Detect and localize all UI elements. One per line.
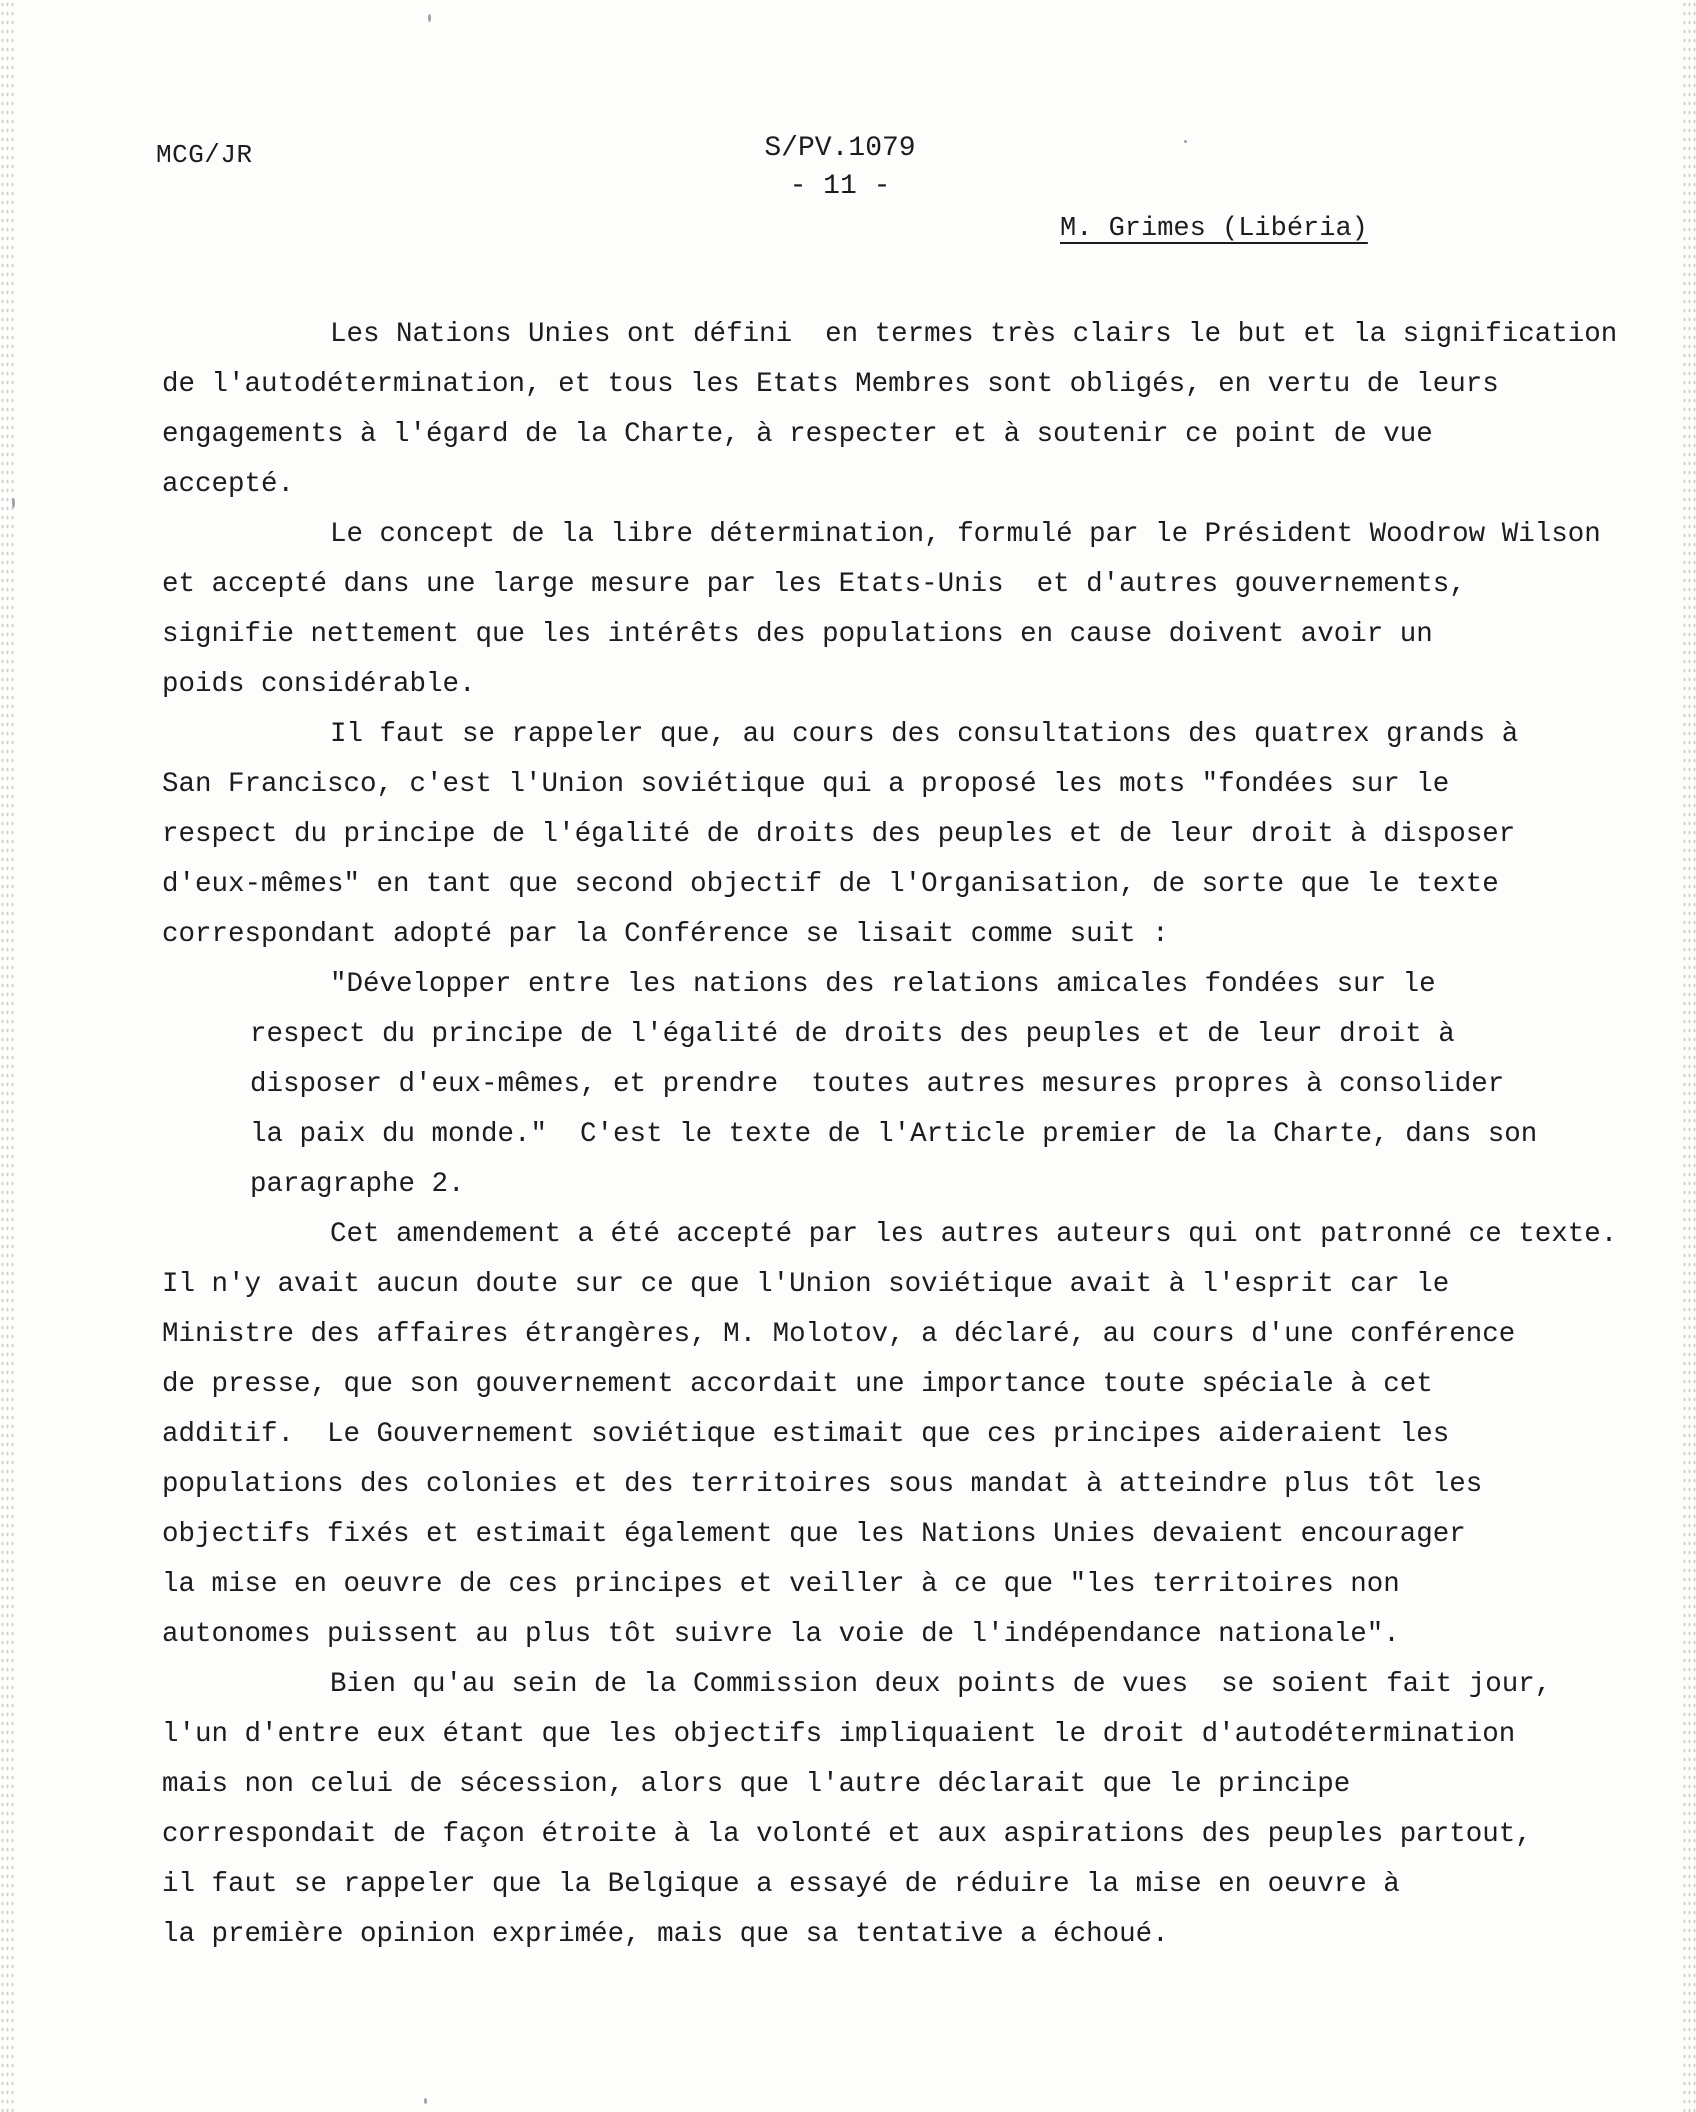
- scan-speck: [12, 498, 15, 508]
- text-line: de l'autodétermination, et tous les Etats Membres sont obligés, en vertu de leurs: [162, 369, 1499, 400]
- document-header: [700, 130, 980, 206]
- text-line: objectifs fixés et estimait également que les Nations Unies devaient encourager: [162, 1519, 1466, 1550]
- text-line: d'eux-mêmes" en tant que second objectif de l'Organisation, de sorte que le texte: [162, 869, 1499, 900]
- block-quote: [162, 960, 1572, 1210]
- text-line: Le concept de la libre détermination, formulé par le Président Woodrow Wilson: [330, 519, 1601, 550]
- paragraph: [162, 1660, 1572, 1960]
- text-line: accepté.: [162, 469, 295, 500]
- text-line: mais non celui de sécession, alors que l'autre déclarait que le principe: [162, 1769, 1351, 1800]
- text-line: San Francisco, c'est l'Union soviétique qui a proposé les mots "fondées sur le: [162, 769, 1450, 800]
- text-line: poids considérable.: [162, 669, 476, 700]
- scan-speck: [1184, 140, 1187, 143]
- quote-line: respect du principe de l'égalité de droits des peuples et de leur droit à: [250, 1019, 1455, 1050]
- quote-line: "Développer entre les nations des relations amicales fondées sur le: [330, 969, 1436, 1000]
- scan-edge-right: [1682, 0, 1696, 2112]
- text-line: la mise en oeuvre de ces principes et veiller à ce que "les territoires non: [162, 1569, 1400, 1600]
- text-line: correspondait de façon étroite à la volonté et aux aspirations des peuples partout,: [162, 1819, 1532, 1850]
- quote-line: paragraphe 2.: [250, 1169, 465, 1200]
- scan-speck: [428, 14, 431, 22]
- scan-speck: [424, 2098, 427, 2104]
- quote-line: disposer d'eux-mêmes, et prendre toutes autres mesures propres à consolider: [250, 1069, 1505, 1100]
- page-number: - 11 -: [789, 171, 891, 202]
- text-line: additif. Le Gouvernement soviétique estimait que ces principes aideraient les: [162, 1419, 1450, 1450]
- document-reference: MCG/JR: [156, 140, 253, 170]
- text-line: Il faut se rappeler que, au cours des consultations des quatrex grands à: [330, 719, 1519, 750]
- text-line: la première opinion exprimée, mais que sa tentative a échoué.: [162, 1919, 1169, 1950]
- text-line: engagements à l'égard de la Charte, à respecter et à soutenir ce point de vue: [162, 419, 1433, 450]
- text-line: Les Nations Unies ont défini en termes très clairs le but et la signification: [330, 319, 1618, 350]
- text-line: correspondant adopté par la Conférence se lisait comme suit :: [162, 919, 1169, 950]
- document-body: [162, 310, 1618, 1960]
- text-line: de presse, que son gouvernement accordait une importance toute spéciale à cet: [162, 1369, 1433, 1400]
- scan-edge-left: [0, 0, 14, 2112]
- quote-line: la paix du monde." C'est le texte de l'Article premier de la Charte, dans son: [250, 1119, 1538, 1150]
- text-line: il faut se rappeler que la Belgique a essayé de réduire la mise en oeuvre à: [162, 1869, 1400, 1900]
- paragraph: [162, 310, 1618, 510]
- text-line: Il n'y avait aucun doute sur ce que l'Union soviétique avait à l'esprit car le: [162, 1269, 1450, 1300]
- text-line: Cet amendement a été accepté par les autres auteurs qui ont patronné ce texte.: [330, 1219, 1618, 1250]
- document-symbol: S/PV.1079: [764, 133, 916, 164]
- text-line: Ministre des affaires étrangères, M. Molotov, a déclaré, au cours d'une conférence: [162, 1319, 1516, 1350]
- paragraph: [162, 510, 1601, 710]
- text-line: et accepté dans une large mesure par les Etats-Unis et d'autres gouvernements,: [162, 569, 1466, 600]
- paragraph: [162, 710, 1572, 960]
- text-line: signifie nettement que les intérêts des populations en cause doivent avoir un: [162, 619, 1433, 650]
- speaker-name: M. Grimes (Libéria): [1060, 214, 1368, 244]
- text-line: autonomes puissent au plus tôt suivre la voie de l'indépendance nationale".: [162, 1619, 1400, 1650]
- paragraph: [162, 1210, 1618, 1660]
- text-line: populations des colonies et des territoires sous mandat à atteindre plus tôt les: [162, 1469, 1483, 1500]
- text-line: l'un d'entre eux étant que les objectifs impliquaient le droit d'autodétermination: [162, 1719, 1516, 1750]
- text-line: respect du principe de l'égalité de droits des peuples et de leur droit à disposer: [162, 819, 1516, 850]
- text-line: Bien qu'au sein de la Commission deux points de vues se soient fait jour,: [330, 1669, 1552, 1700]
